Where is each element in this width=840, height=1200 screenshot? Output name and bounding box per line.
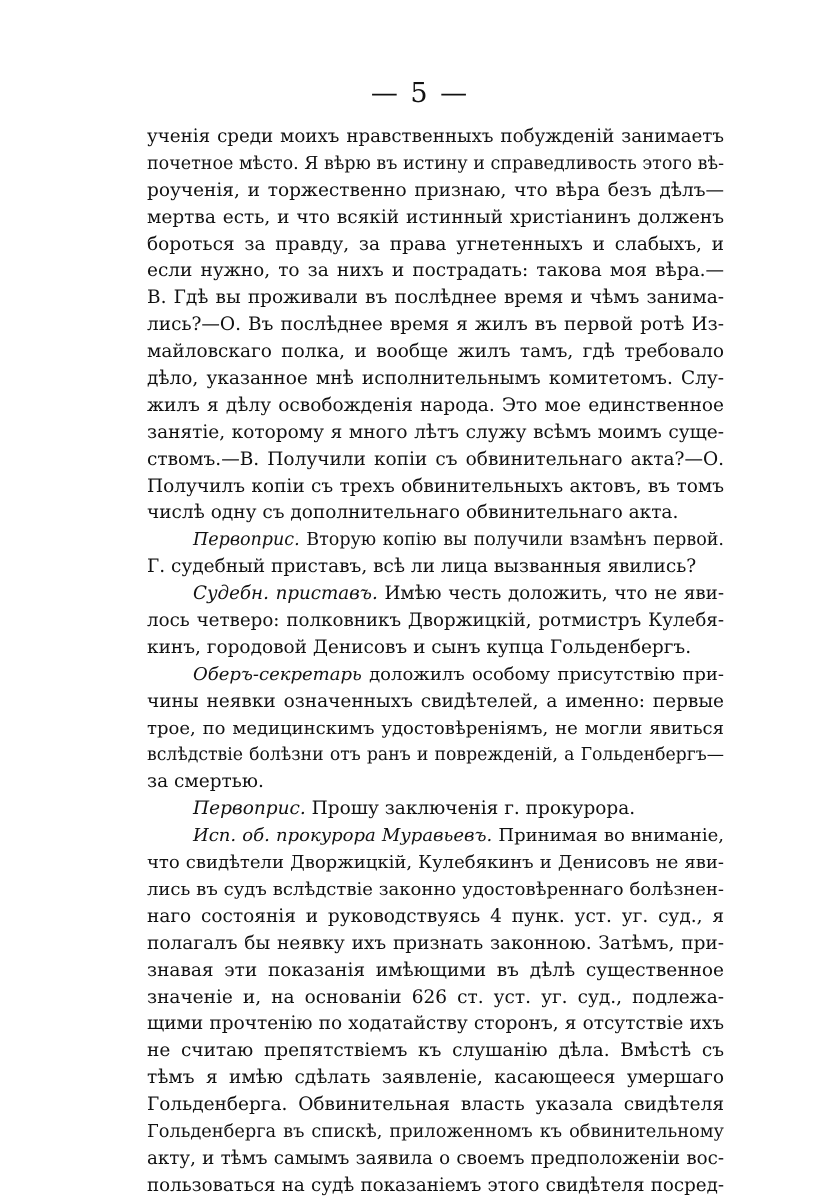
text-line [147, 904, 724, 931]
text-line [147, 339, 724, 366]
text-line [147, 985, 724, 1012]
text-line [147, 742, 724, 769]
line-text: жилъ я дѣлу освобожденія народа. Это мое единственное [147, 394, 724, 416]
line-text: дѣло, указанное мнѣ исполнительнымъ комитетомъ. Слу- [147, 368, 724, 390]
text-line [147, 420, 724, 447]
line-text: ствомъ.—В. Получили копіи съ обвинительнаго акта?—О. [147, 448, 724, 470]
text-line [147, 474, 724, 501]
text-line [147, 554, 724, 581]
line-text: не считаю препятствіемъ къ слушанію дѣла. Вмѣстѣ съ [147, 1040, 724, 1062]
line-text: лись въ судъ вслѣдствіе законно удостовѣреннаго болѣзнен- [147, 878, 724, 900]
text-line [147, 232, 724, 259]
line-text: числѣ одну съ дополнительнаго обвинительнаго акта. [147, 502, 679, 524]
line-text: вслѣдствіе болѣзни отъ ранъ и поврежденій, а Гольденбергъ— [147, 745, 724, 766]
line-text: значеніе и, на основаніи 626 ст. уст. уг. суд., подлежа- [147, 986, 724, 1008]
text-line [147, 931, 724, 958]
line-text: кинъ, городовой Денисовъ и сынъ купца Гольденбергъ. [147, 636, 692, 658]
line-text: щими прочтенію по ходатайству сторонъ, я отсутствіе ихъ [147, 1013, 724, 1035]
line-text: занятіе, которому я много лѣтъ служу всѣмъ моимъ суще- [147, 421, 724, 443]
line-text: полагалъ бы неявку ихъ признать законною. Затѣмъ, при- [147, 932, 724, 954]
body-text [147, 124, 724, 1200]
speaker-name: Исп. об. прокурора Муравьевъ. [193, 825, 493, 847]
text-line [147, 662, 724, 689]
text-line [147, 500, 724, 527]
text-line [147, 527, 724, 554]
text-line [147, 958, 724, 985]
line-text: бороться за правду, за права угнетенныхъ и слабыхъ, и [147, 233, 724, 255]
page-number: — 5 — [370, 78, 470, 109]
line-text: что свидѣтели Дворжицкій, Кулебякинъ и Денисовъ не яви- [147, 852, 724, 874]
line-text: Гольденберга въ спискѣ, приложенномъ къ обвинительному [147, 1121, 724, 1142]
speaker-name: Первоприс. [193, 530, 300, 551]
text-line [147, 393, 724, 420]
text-line [147, 1038, 724, 1065]
line-text: знавая эти показанія имѣющими въ дѣлѣ существенное [147, 959, 724, 981]
line-text: лись?—О. Въ послѣднее время я жилъ въ первой ротѣ Из- [147, 314, 724, 336]
line-text: почетное мѣсто. Я вѣрю въ истину и справедливость этого вѣ- [147, 153, 724, 174]
speaker-name: Первоприс. [193, 798, 306, 820]
line-text: акту, и тѣмъ самымъ заявила о своемъ предположеніи вос- [147, 1147, 724, 1169]
text-line [147, 716, 724, 743]
line-text: чины неявки означенныхъ свидѣтелей, а именно: первые [147, 690, 724, 712]
line-text: пользоваться на судѣ показаніемъ этого свидѣтеля посред- [147, 1174, 724, 1196]
text-line [147, 877, 724, 904]
line-text: трое, по медицинскимъ удостовѣреніямъ, не могли явиться [147, 717, 724, 739]
line-text: наго состоянія и руководствуясь 4 пунк. уст. уг. суд., я [147, 905, 724, 927]
text-line [147, 581, 724, 608]
line-text: за смертью. [147, 771, 264, 793]
text-line [147, 151, 724, 178]
line-text: Вторую копію вы получили взамѣнъ первой. [299, 530, 724, 551]
speaker-name: Судебн. приставъ. [193, 583, 378, 605]
text-line [147, 1065, 724, 1092]
text-line [147, 769, 724, 796]
line-text: если нужно, то за нихъ и пострадать: такова моя вѣра.— [147, 260, 724, 282]
text-line [147, 178, 724, 205]
text-line [147, 312, 724, 339]
text-line [147, 635, 724, 662]
text-line [147, 258, 724, 285]
text-line [147, 796, 724, 823]
line-text: Гольденберга. Обвинительная власть указала свидѣтеля [147, 1094, 724, 1116]
line-text: В. Гдѣ вы проживали въ послѣднее время и чѣмъ занима- [147, 287, 724, 309]
text-line [147, 124, 724, 151]
speaker-name: Оберъ-секретарь [193, 663, 362, 685]
line-text: доложилъ особому присутствію при- [361, 663, 724, 685]
line-text: тѣмъ я имѣю сдѣлать заявленіе, касающееся умершаго [147, 1067, 724, 1089]
line-text: майловскаго полка, и вообще жилъ тамъ, гдѣ требовало [147, 341, 724, 363]
line-text: Получилъ копіи съ трехъ обвинительныхъ актовъ, въ томъ [147, 475, 724, 497]
text-line [147, 1092, 724, 1119]
text-line [147, 1173, 724, 1200]
text-line [147, 1146, 724, 1173]
text-line [147, 1011, 724, 1038]
line-text: Г. судебный приставъ, всѣ ли лица вызванныя явились? [147, 556, 697, 578]
text-line [147, 850, 724, 877]
text-line [147, 285, 724, 312]
line-text: роученія, и торжественно признаю, что вѣра безъ дѣлъ— [147, 179, 724, 201]
line-text: Имѣю честь доложить, что не яви- [377, 583, 724, 605]
text-line [147, 1119, 724, 1146]
text-line [147, 447, 724, 474]
line-text: Принимая во вниманіе, [492, 825, 724, 847]
text-line [147, 823, 724, 850]
line-text: мертва есть, и что всякій истинный христіанинъ долженъ [147, 206, 724, 228]
text-line [147, 689, 724, 716]
line-text: ученія среди моихъ нравственныхъ побужденій занимаетъ [147, 126, 724, 147]
line-text: лось четверо: полковникъ Дворжицкій, ротмистръ Кулебя- [147, 610, 724, 632]
text-line [147, 366, 724, 393]
text-line [147, 608, 724, 635]
text-line [147, 205, 724, 232]
line-text: Прошу заключенія г. прокурора. [305, 798, 636, 820]
